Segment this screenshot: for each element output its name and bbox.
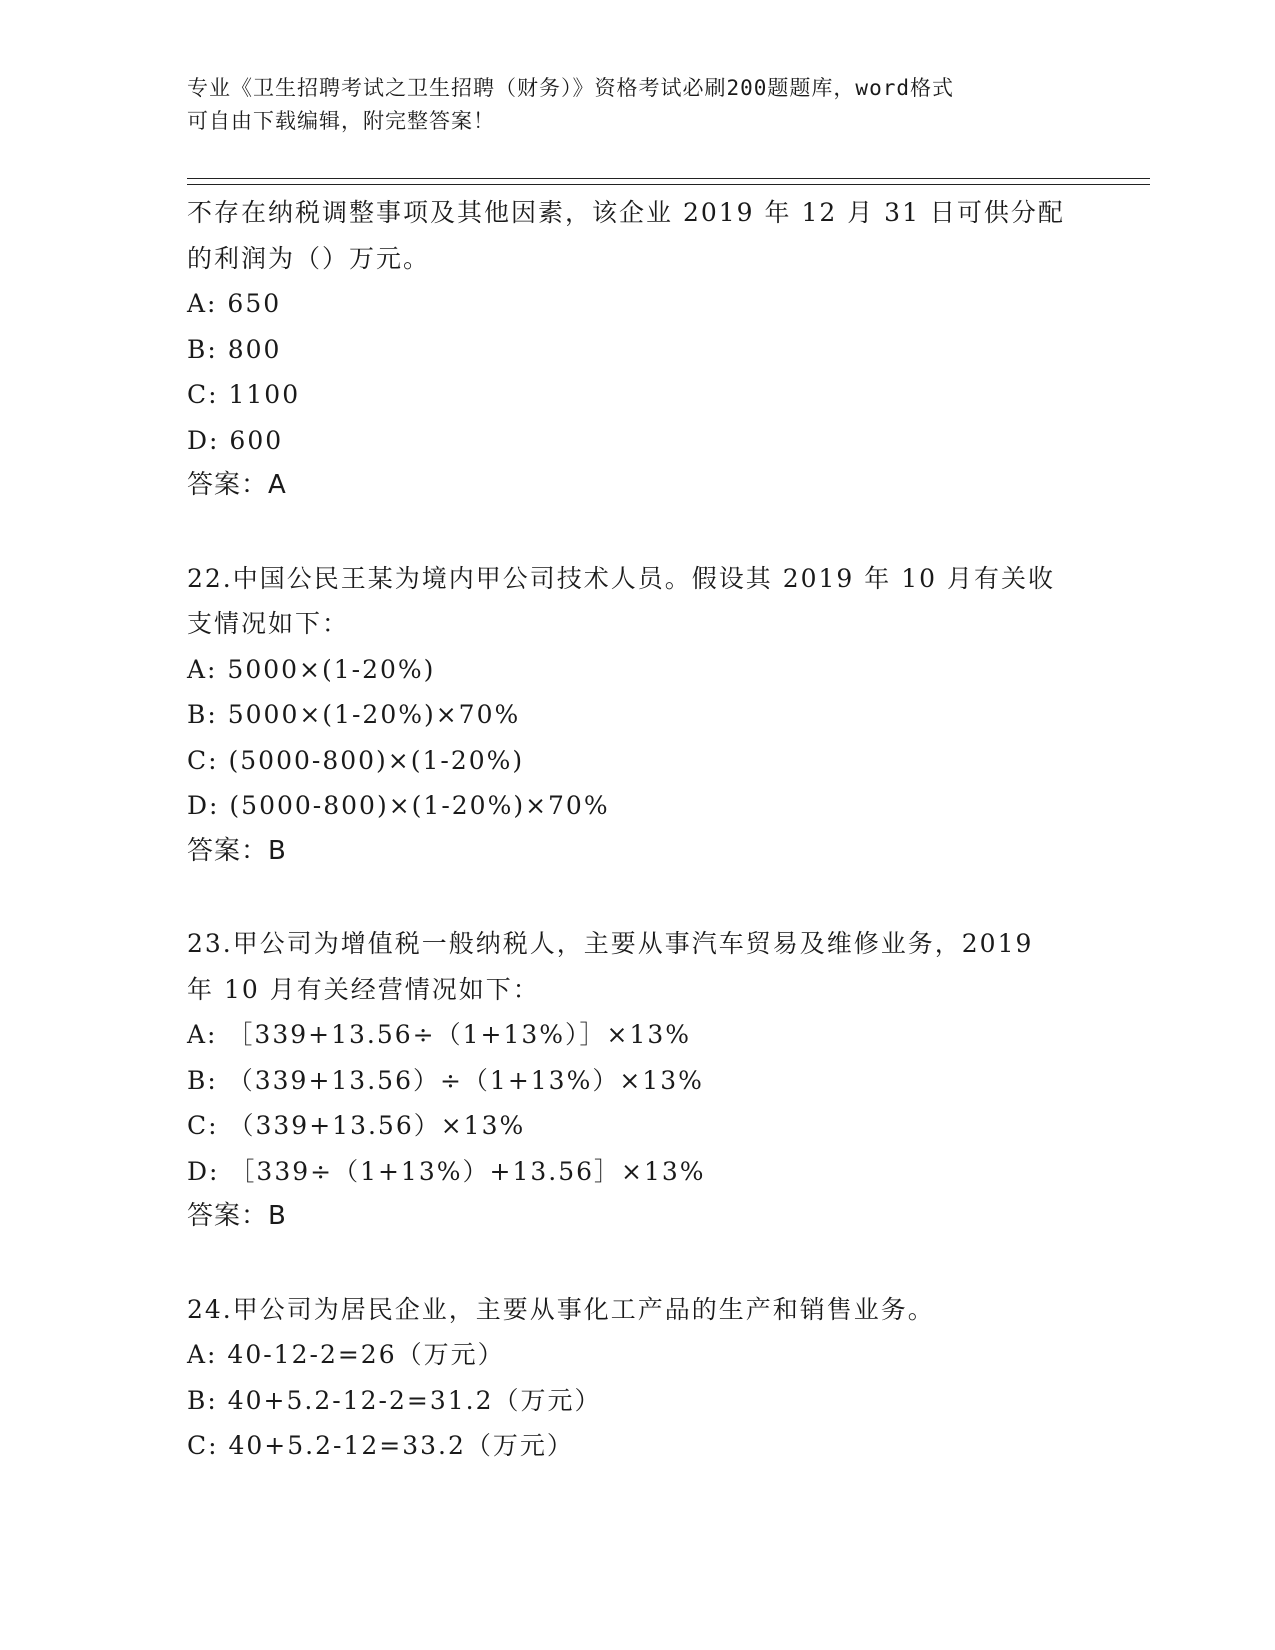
question-22 xyxy=(187,556,1087,875)
question-stem: 22.中国公民王某为境内甲公司技术人员。假设其 2019 年 10 月有关收 xyxy=(187,563,1055,593)
option-a: A: 650 xyxy=(187,289,282,318)
question-stem: 24.甲公司为居民企业，主要从事化工产品的生产和销售业务。 xyxy=(187,1294,935,1324)
answer-line: 答案：B xyxy=(187,1201,287,1231)
option-d: D: (5000-800)×(1-20%)×70% xyxy=(187,791,610,820)
option-d: D: ［339÷（1+13%）+13.56］×13% xyxy=(187,1156,706,1186)
spacer xyxy=(187,874,1087,921)
option-d: D: 600 xyxy=(187,425,284,455)
question-21 xyxy=(187,190,1087,509)
question-stem: 不存在纳税调整事项及其他因素，该企业 2019 年 12 月 31 日可供分配 xyxy=(187,198,1065,227)
answer-line: 答案：A xyxy=(187,470,287,500)
header-rule-top xyxy=(187,178,1150,179)
option-a: A: 5000×(1-20%) xyxy=(187,654,436,684)
question-stem: 支情况如下： xyxy=(187,609,350,638)
option-a: A: 40-12-2=26（万元） xyxy=(187,1340,505,1369)
question-stem: 年 10 月有关经营情况如下： xyxy=(187,974,540,1004)
question-stem: 23.甲公司为增值税一般纳税人，主要从事汽车贸易及维修业务，2019 xyxy=(187,929,1034,958)
question-stem: 的利润为（）万元。 xyxy=(187,243,431,273)
header-line-2: 可自由下载编辑，附完整答案！ xyxy=(187,109,495,133)
header-rule-bottom xyxy=(187,184,1150,185)
option-b: B: 40+5.2-12-2=31.2（万元） xyxy=(187,1385,602,1415)
question-24 xyxy=(187,1287,1087,1469)
option-c: C: 1100 xyxy=(187,380,301,409)
option-c: C: (5000-800)×(1-20%) xyxy=(187,745,525,775)
option-b: B: 5000×(1-20%)×70% xyxy=(187,700,521,729)
option-a: A: ［339+13.56÷（1+13%）］×13% xyxy=(187,1020,692,1049)
option-c: C: 40+5.2-12=33.2（万元） xyxy=(187,1431,574,1460)
option-b: B: 800 xyxy=(187,334,282,364)
header-line-1: 专业《卫生招聘考试之卫生招聘（财务）》资格考试必刷200题题库，word格式 xyxy=(187,76,954,100)
question-content xyxy=(187,190,1087,1469)
document-header xyxy=(187,72,1067,138)
question-23 xyxy=(187,921,1087,1240)
answer-line: 答案：B xyxy=(187,835,287,866)
option-c: C: （339+13.56）×13% xyxy=(187,1111,526,1140)
spacer xyxy=(187,509,1087,556)
spacer xyxy=(187,1240,1087,1287)
option-b: B: （339+13.56）÷（1+13%）×13% xyxy=(187,1065,704,1095)
